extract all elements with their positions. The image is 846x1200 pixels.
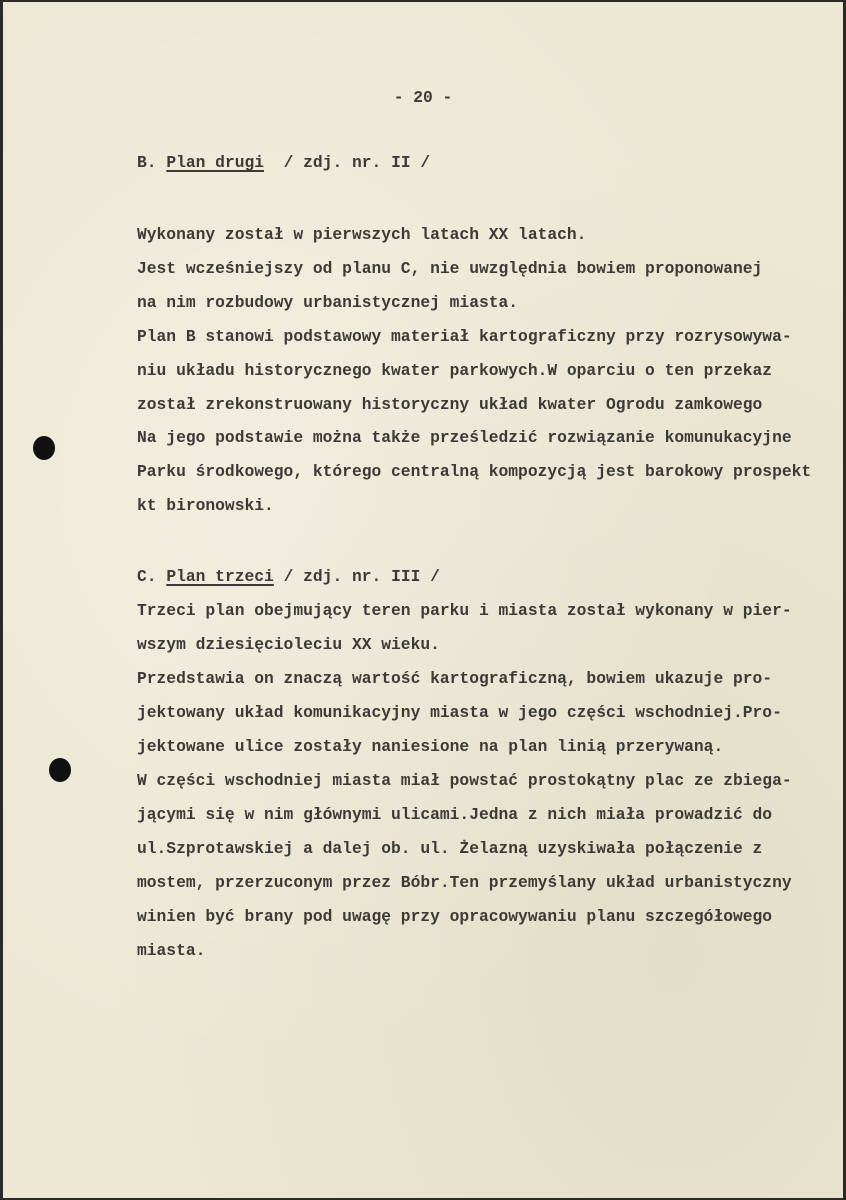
section-c-title: Plan trzeci (166, 567, 274, 586)
text-line: W części wschodniej miasta miał powstać prostokątny plac ze zbiega- (137, 771, 792, 790)
text-line: kt bironowski. (137, 496, 274, 516)
section-c-prefix: C. (137, 567, 157, 586)
punch-hole (33, 436, 55, 460)
text-line: został zrekonstruowany historyczny układ kwater Ogrodu zamkowego (137, 394, 763, 414)
text-line: jącymi się w nim głównymi ulicami.Jedna z nich miała prowadzić do (137, 805, 773, 824)
text-line: miasta. (137, 941, 206, 960)
text-line: na nim rozbudowy urbanistycznej miasta. (137, 292, 519, 312)
section-b-heading (137, 153, 430, 173)
text-line: Trzeci plan obejmujący teren parku i miasta został wykonany w pier- (137, 601, 792, 620)
text-line: Plan B stanowi podstawowy materiał kartograficzny przy rozrysowywa- (137, 326, 792, 346)
document-page (3, 2, 843, 1198)
section-c-ref: / zdj. nr. III / (283, 567, 440, 586)
text-line: jektowane ulice zostały naniesione na plan linią przerywaną. (137, 737, 724, 756)
text-line: Wykonany został w pierwszych latach XX latach. (137, 225, 587, 244)
text-line: ul.Szprotawskiej a dalej ob. ul. Żelazną uzyskiwała połączenie z (137, 839, 763, 858)
text-line: jektowany układ komunikacyjny miasta w jego części wschodniej.Pro- (137, 703, 782, 722)
page-number: - 20 - (393, 88, 453, 107)
text-line: Przedstawia on znaczą wartość kartograficzną, bowiem ukazuje pro- (137, 669, 773, 688)
text-line: Na jego podstawie można także prześledzić rozwiązanie komunukacyjne (137, 428, 792, 448)
text-line: mostem, przerzuconym przez Bóbr.Ten przemyślany układ urbanistyczny (137, 873, 792, 892)
section-b-prefix: B. (137, 153, 157, 172)
text-line: Jest wcześniejszy od planu C, nie uwzględnia bowiem proponowanej (137, 258, 763, 278)
text-line: winien być brany pod uwagę przy opracowywaniu planu szczegółowego (137, 907, 773, 926)
text-line: niu układu historycznego kwater parkowych.W oparciu o ten przekaz (137, 360, 773, 380)
punch-hole (49, 758, 71, 782)
section-b-title: Plan drugi (166, 153, 265, 172)
text-line: Parku środkowego, którego centralną kompozycją jest barokowy prospekt (137, 462, 812, 482)
text-line: wszym dziesięcioleciu XX wieku. (137, 635, 440, 654)
section-b-ref: / zdj. nr. II / (273, 153, 431, 172)
section-c-heading (137, 567, 440, 587)
